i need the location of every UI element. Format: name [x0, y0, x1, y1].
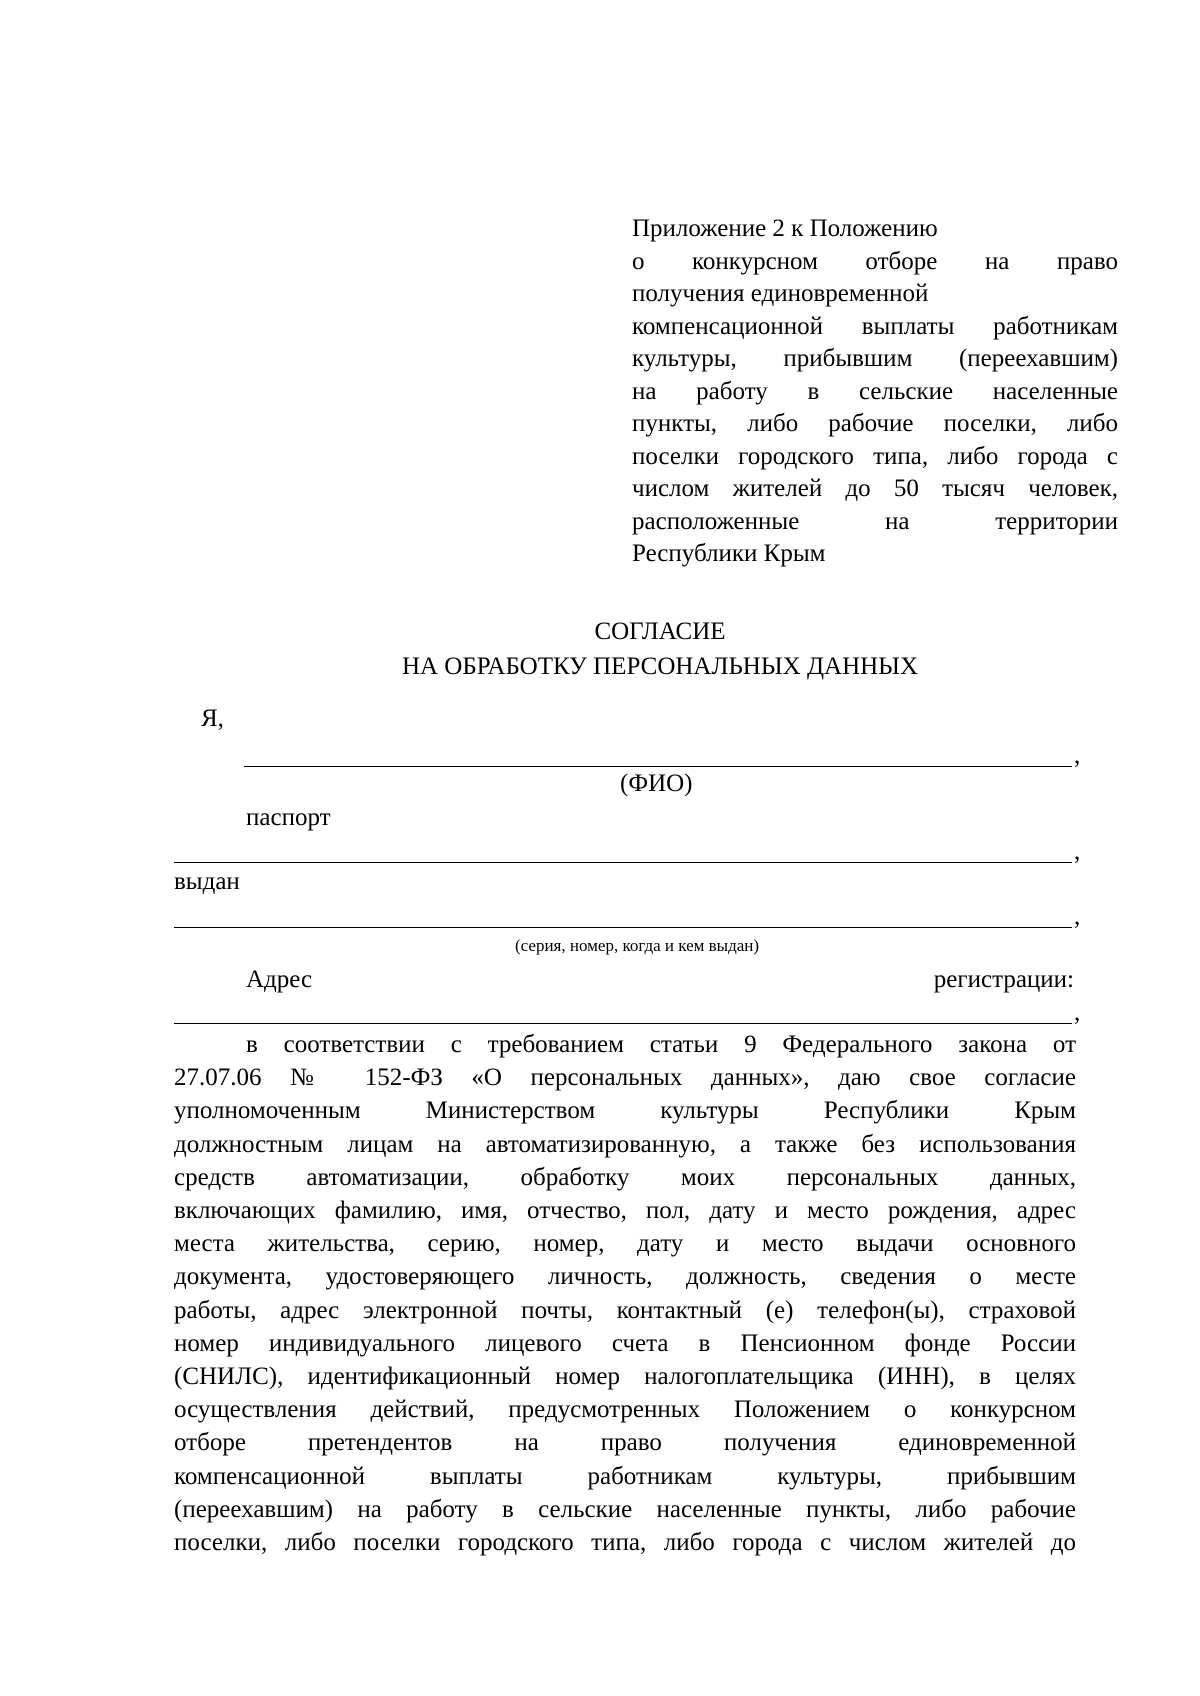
paragraph-line: номер индивидуального лицевого счета в Пенсионном фонде России [174, 1329, 1076, 1357]
appendix-line: поселки городского типа, либо города с [632, 442, 1118, 470]
issued-caption: (серия, номер, когда и кем выдан) [515, 936, 760, 955]
appendix-line: получения единовременной [632, 280, 929, 307]
address-comma: , [1074, 999, 1081, 1026]
consent-paragraph [174, 1028, 1076, 1559]
appendix-line: числом жителей до 50 тысяч человек, [632, 475, 1118, 502]
paragraph-line: в соответствии с требованием статьи 9 Федерального закона от [246, 1031, 1076, 1058]
appendix-line: о конкурсном отборе на право [632, 247, 1118, 275]
fio-comma: , [1074, 742, 1081, 769]
paragraph-line: (переехавшим) на работу в сельские населенные пункты, либо рабочие [174, 1495, 1076, 1523]
paragraph-line: осуществления действий, предусмотренных Положением о конкурсном [174, 1396, 1076, 1424]
paragraph-line: места жительства, серию, номер, дату и место выдачи основного [174, 1230, 1076, 1258]
address-label: Адрес [246, 966, 313, 993]
paragraph-line: средств автоматизации, обработку моих персональных данных, [174, 1163, 1076, 1191]
paragraph-line: включающих фамилию, имя, отчество, пол, дату и место рождения, адрес [174, 1197, 1076, 1225]
paragraph-line: должностным лицам на автоматизированную, а также без использования [174, 1130, 1076, 1158]
fio-caption: (ФИО) [620, 770, 693, 797]
registration-label: регистрации: [933, 966, 1074, 993]
paragraph-line: компенсационной выплаты работникам культуры, прибывшим [174, 1462, 1076, 1490]
paragraph-line: 27.07.06 № 152-ФЗ «О персональных данных», даю свое согласие [174, 1064, 1076, 1092]
appendix-line: Республики Крым [632, 540, 826, 567]
paragraph-line: поселки, либо поселки городского типа, либо города с числом жителей до [174, 1529, 1076, 1557]
ya-label: Я, [201, 705, 224, 732]
issued-comma: , [1074, 903, 1081, 930]
appendix-line: компенсационной выплаты работникам [632, 312, 1118, 340]
appendix-line: расположенные на территории [632, 507, 1118, 535]
passport-underline [174, 862, 1072, 863]
paragraph-line: документа, удостоверяющего личность, должность, сведения о месте [174, 1263, 1076, 1291]
paragraph-line: уполномоченным Министерством культуры Республики Крым [174, 1097, 1076, 1125]
address-underline [174, 1023, 1072, 1024]
appendix-line: Приложение 2 к Положению [632, 215, 938, 242]
issued-underline [174, 927, 1072, 928]
document-subtitle: НА ОБРАБОТКУ ПЕРСОНАЛЬНЫХ ДАННЫХ [401, 653, 919, 680]
document-title: СОГЛАСИЕ [594, 618, 726, 645]
issued-label: выдан [174, 868, 240, 895]
appendix-header [632, 213, 1118, 571]
appendix-line: на работу в сельские населенные [632, 377, 1118, 405]
passport-label: паспорт [246, 804, 331, 831]
passport-comma: , [1074, 838, 1081, 865]
paragraph-line: отборе претендентов на право получения единовременной [174, 1429, 1076, 1457]
appendix-line: пункты, либо рабочие поселки, либо [632, 410, 1118, 437]
paragraph-line: работы, адрес электронной почты, контактный (е) телефон(ы), страховой [174, 1296, 1076, 1324]
appendix-line: культуры, прибывшим (переехавшим) [632, 345, 1118, 372]
paragraph-line: (СНИЛС), идентификационный номер налогоплательщика (ИНН), в целях [174, 1363, 1076, 1391]
fio-underline [244, 766, 1072, 767]
